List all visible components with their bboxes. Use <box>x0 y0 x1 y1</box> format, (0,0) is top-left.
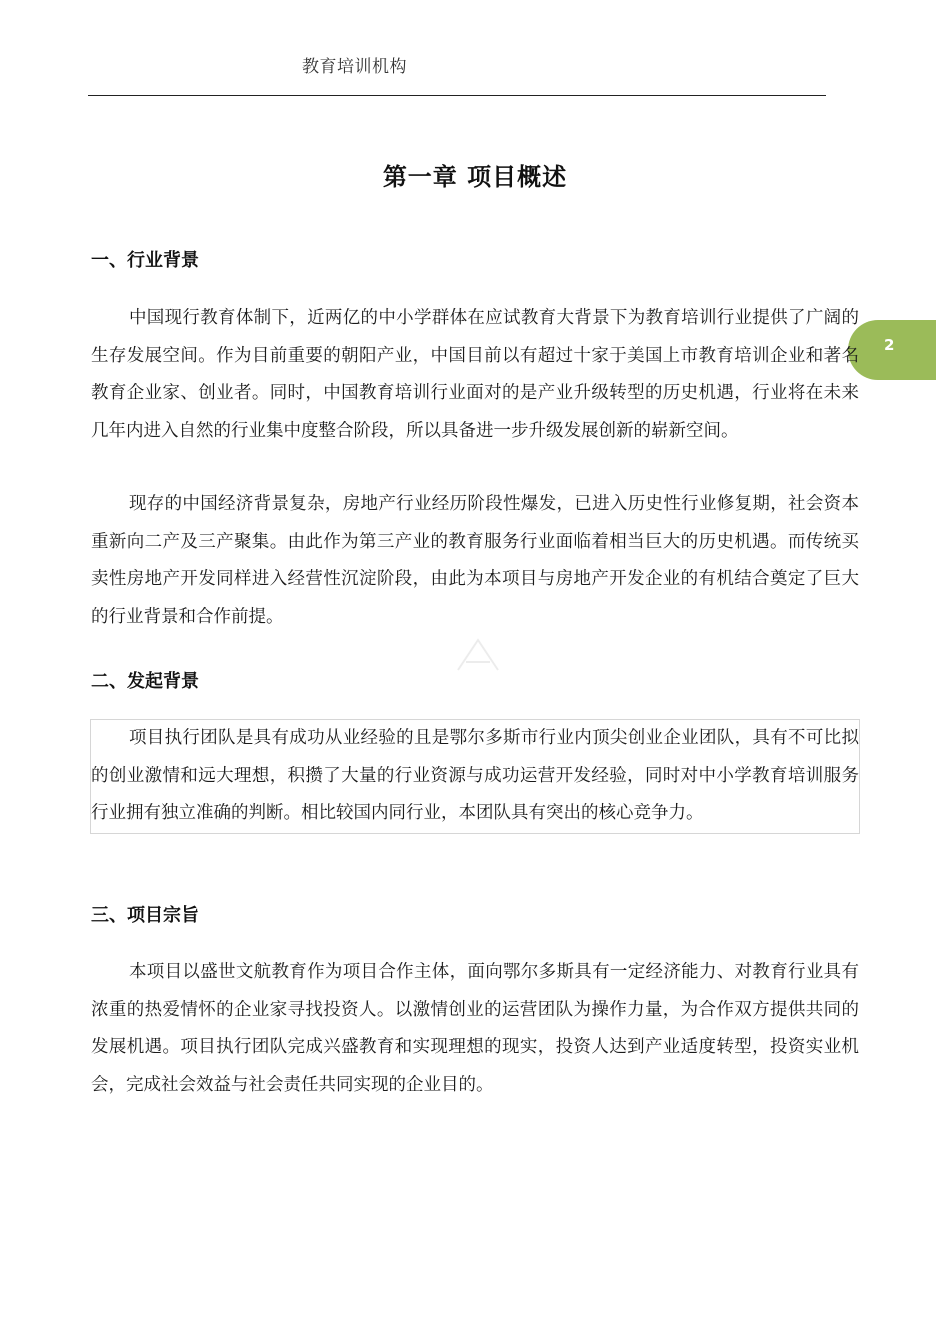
paragraph-industry-1: 中国现行教育体制下，近两亿的中小学群体在应试教育大背景下为教育培训行业提供了广阔的生存发展空间。作为目前重要的朝阳产业，中国目前以有超过十家于美国上市教育培训企业和著名教育企业家、创业者。同时，中国教育培训行业面对的是产业升级转型的历史机遇，行业将在未来几年内进入自然的行业集中度整合阶段，所以具备进一步升级发展创新的崭新空间。 <box>91 308 859 441</box>
section-heading-industry: 一、行业背景 <box>91 250 199 271</box>
section-heading-purpose: 三、项目宗旨 <box>91 905 199 926</box>
header-org-name: 教育培训机构 <box>302 57 407 77</box>
page-number: 2 <box>884 336 895 354</box>
watermark-icon <box>448 632 508 680</box>
paragraph-industry-2: 现存的中国经济背景复杂，房地产行业经历阶段性爆发，已进入历史性行业修复期，社会资本重新向二产及三产聚集。由此作为第三产业的教育服务行业面临着相当巨大的历史机遇。而传统买卖性房地产开发同样进入经营性沉淀阶段，由此为本项目与房地产开发企业的有机结合奠定了巨大的行业背景和合作前提。 <box>91 494 859 627</box>
chapter-title: 第一章 项目概述 <box>382 163 568 191</box>
header-divider <box>88 95 826 96</box>
section-heading-origin: 二、发起背景 <box>91 671 199 692</box>
page-number-badge <box>848 320 936 380</box>
paragraph-origin-1: 项目执行团队是具有成功从业经验的且是鄂尔多斯市行业内顶尖创业企业团队，具有不可比拟的创业激情和远大理想，积攒了大量的行业资源与成功运营开发经验，同时对中小学教育培训服务行业拥有独立准确的判断。相比较国内同行业，本团队具有突出的核心竞争力。 <box>91 720 859 833</box>
paragraph-purpose-1: 本项目以盛世文航教育作为项目合作主体，面向鄂尔多斯具有一定经济能力、对教育行业具有浓重的热爱情怀的企业家寻找投资人。以激情创业的运营团队为操作力量，为合作双方提供共同的发展机遇。项目执行团队完成兴盛教育和实现理想的现实，投资人达到产业适度转型，投资实业机会，完成社会效益与社会责任共同实现的企业目的。 <box>91 962 859 1095</box>
